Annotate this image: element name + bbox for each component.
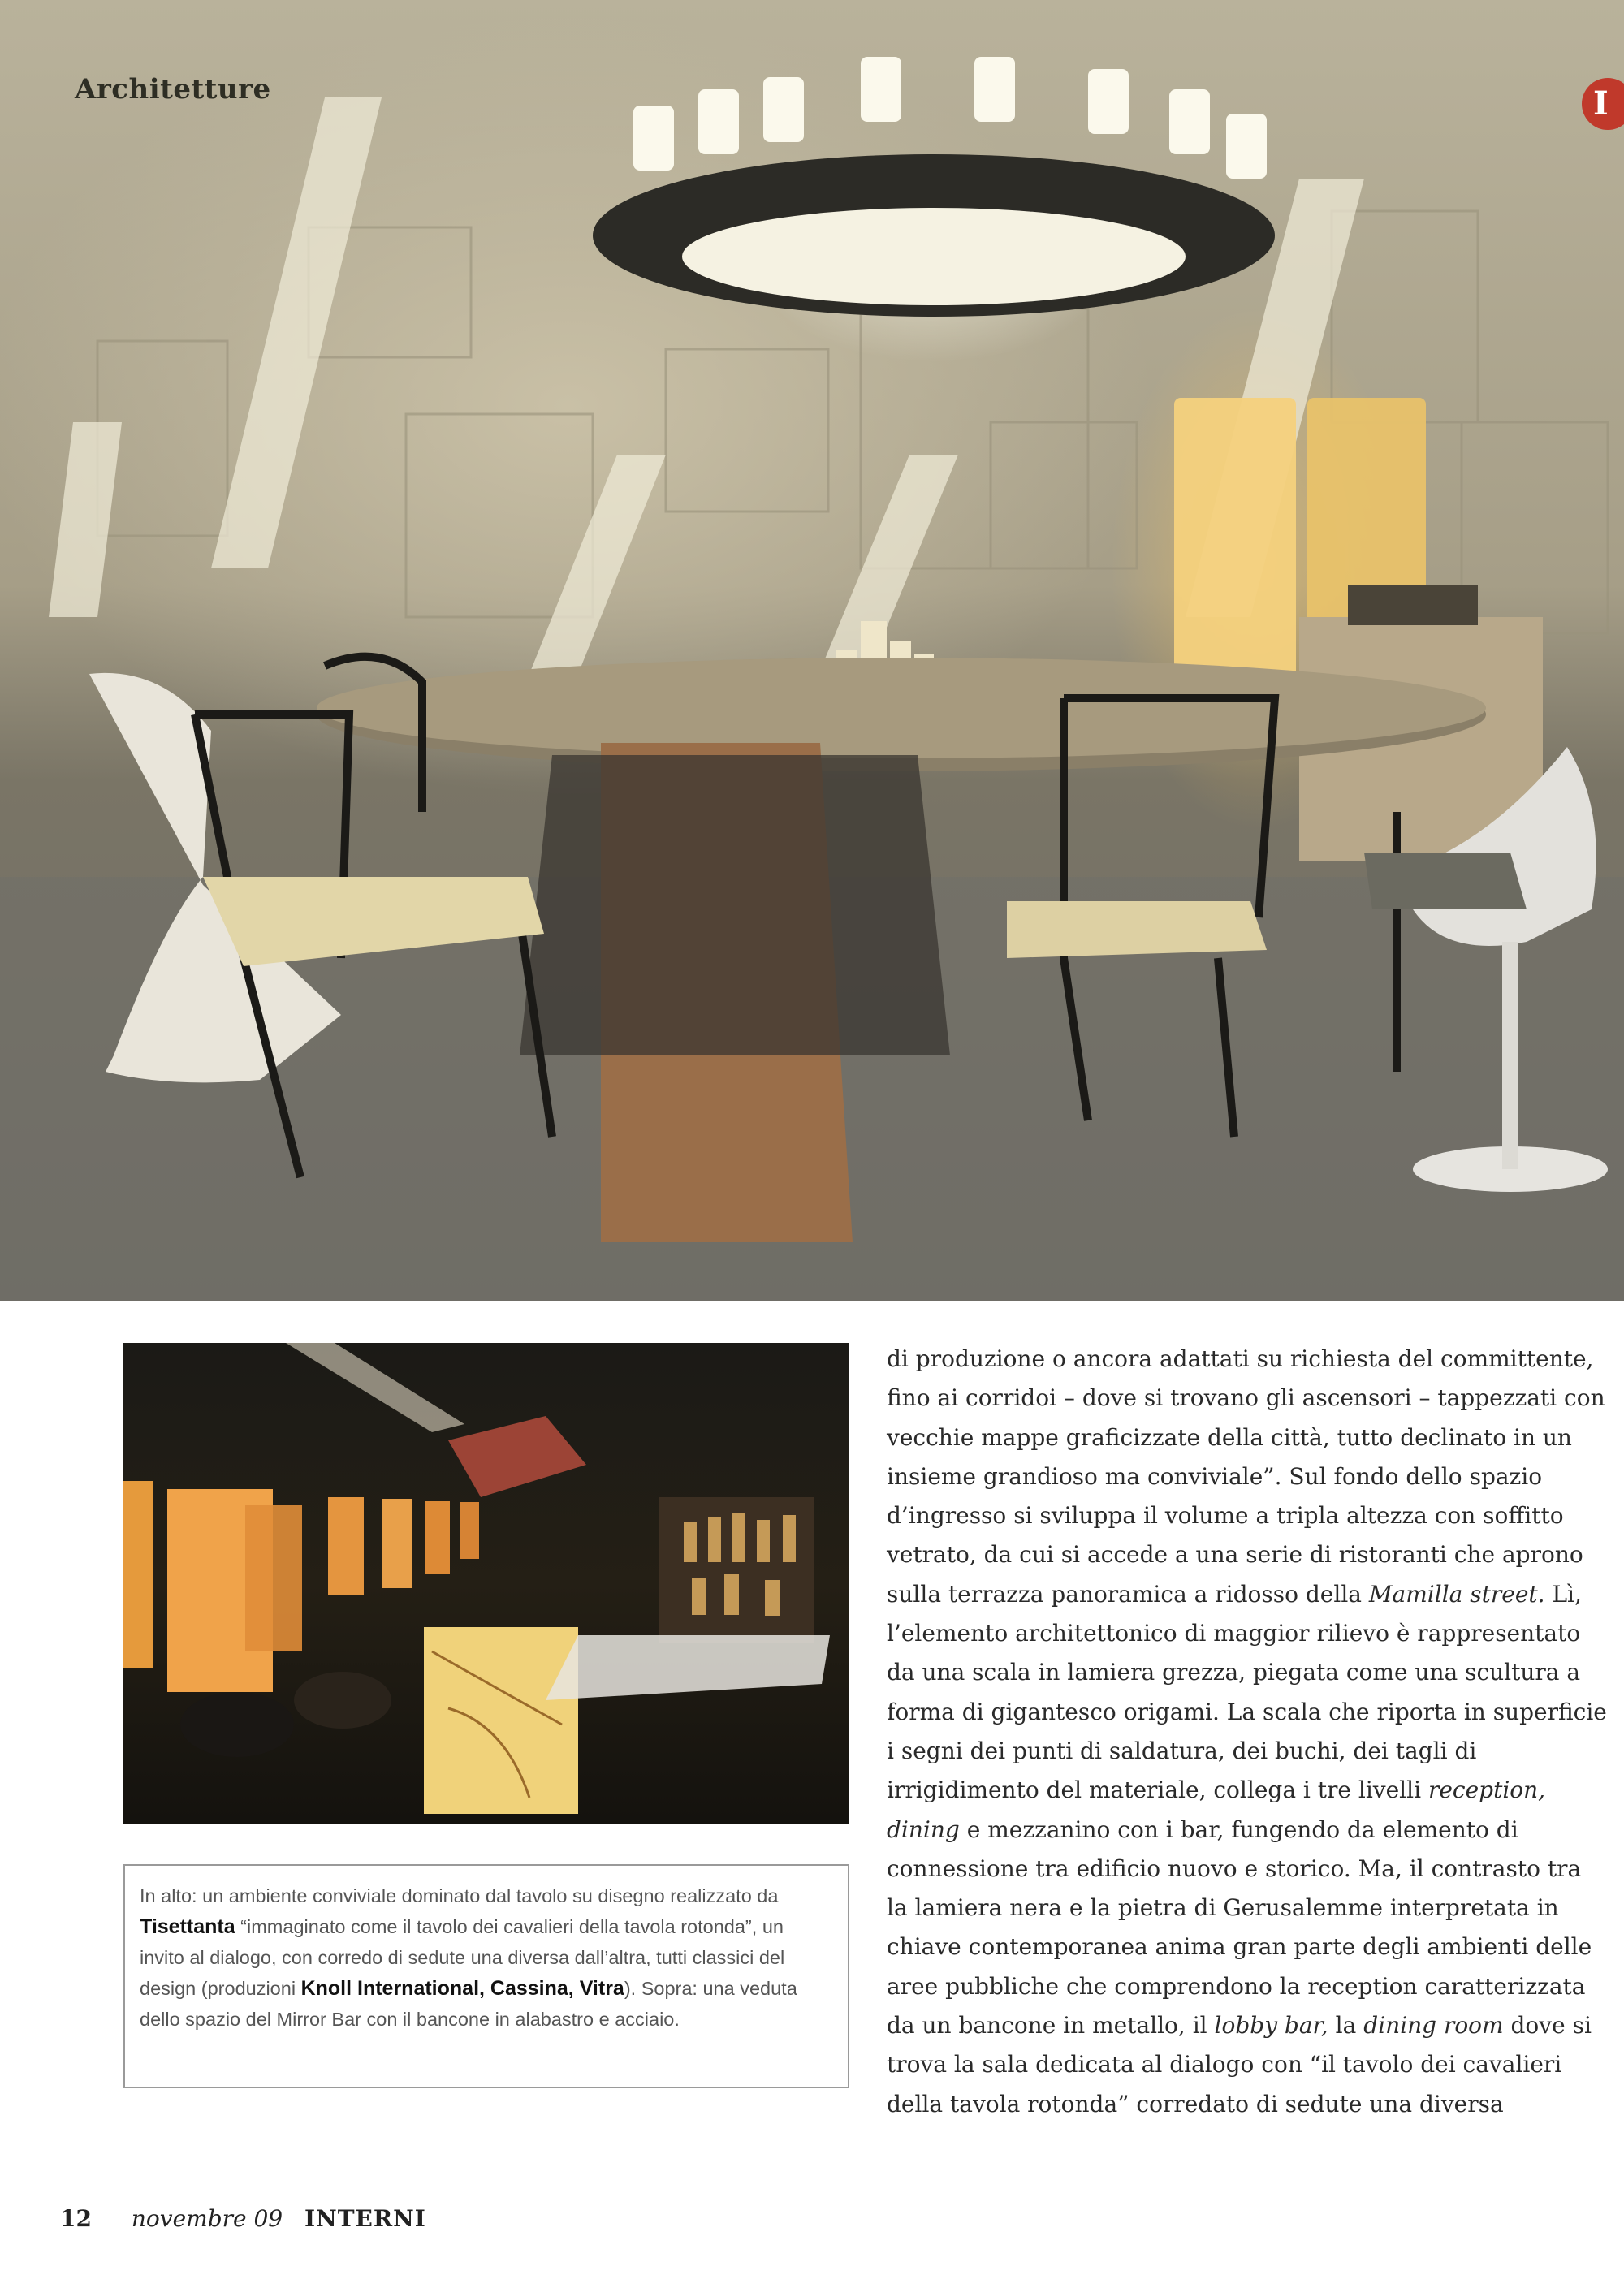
body-line: d’ingresso si sviluppa il volume a tripla altezza con soffitto (887, 1502, 1564, 1530)
body-line: aree pubbliche che comprendono la reception caratterizzata (887, 1972, 1586, 2000)
section-label: Architetture (75, 73, 271, 106)
body-italic: lobby bar, (1214, 2012, 1328, 2040)
magazine-name: INTERNI (304, 2205, 426, 2232)
body-line: chiave contemporanea anima gran parte degli ambienti delle (887, 1933, 1592, 1961)
body-line: i segni dei punti di saldatura, dei buchi, dei tagli di (887, 1737, 1477, 1764)
mirror-bar-photo (123, 1343, 849, 1824)
body-italic: reception, (1427, 1776, 1546, 1804)
body-line: da una scala in lamiera grezza, piegata come una scultura a (887, 1659, 1581, 1686)
article-body (887, 1340, 1608, 2124)
body-text: sulla terrazza panoramica a ridosso della (887, 1580, 1362, 1608)
body-text: Lì, (1552, 1580, 1582, 1608)
body-line: insieme grandioso ma conviviale”. Sul fondo dello spazio (887, 1462, 1543, 1490)
body-text: e mezzanino con i bar, fungendo da elemento di (966, 1815, 1518, 1843)
issue-date: novembre 09 (131, 2205, 283, 2232)
caption-outro: ). Sopra: una veduta dello spazio del Mirror Bar con il bancone in alabastro e acciaio. (140, 1978, 797, 2030)
body-italic: dining (887, 1815, 960, 1843)
body-line: l’elemento architettonico di maggior rilievo è rappresentato (887, 1620, 1581, 1647)
body-line: vecchie mappe graficizzate della città, tutto declinato in un (887, 1423, 1572, 1451)
body-text: la (1335, 2012, 1357, 2040)
body-line: di produzione o ancora adattati su richiesta del committente, (887, 1345, 1594, 1372)
body-italic: Mamilla street. (1368, 1580, 1545, 1608)
body-line: connessione tra edificio nuovo e storico. Ma, il contrasto tra (887, 1854, 1582, 1882)
caption-brands: Knoll International, Cassina, Vitra (300, 1977, 624, 2000)
mirror-bar-illustration (123, 1343, 849, 1824)
body-line (887, 2006, 1608, 2045)
body-line: vetrato, da cui si accede a una serie di ristoranti che aprono (887, 1541, 1583, 1569)
body-italic: dining room (1363, 2012, 1504, 2040)
page-number: 12 (60, 2205, 92, 2232)
body-line: trova la sala dedicata al dialogo con “il tavolo dei cavalieri (887, 2051, 1562, 2079)
body-line (887, 1575, 1608, 1614)
body-line: della tavola rotonda” corredato di sedute una diversa (887, 2090, 1504, 2117)
body-line: forma di gigantesco origami. La scala che riporta in superficie (887, 1698, 1607, 1725)
body-text: dove si (1510, 2012, 1592, 2040)
section-badge: I (1582, 78, 1624, 130)
body-text: da un bancone in metallo, il (887, 2012, 1207, 2040)
page-footer (60, 2205, 426, 2232)
body-line (887, 1771, 1608, 1810)
body-text: irrigidimento del materiale, collega i tre livelli (887, 1776, 1422, 1804)
photo-caption (123, 1864, 849, 2088)
body-line: la lamiera nera e la pietra di Gerusalemme interpretata in (887, 1894, 1559, 1922)
body-line (887, 1811, 1608, 1850)
caption-intro: In alto: un ambiente conviviale dominato dal tavolo su disegno realizzato da (140, 1885, 779, 1906)
caption-designer: Tisettanta (140, 1915, 235, 1938)
caption-quote: “immaginato come il tavolo dei cavalieri della tavola rotonda”, un invito al dialogo, con corredo di sedute una diversa dall’altra, tutti classici del design (produzioni (140, 1916, 785, 1999)
body-line: fino ai corridoi – dove si trovano gli ascensori – tappezzati con (887, 1384, 1605, 1412)
